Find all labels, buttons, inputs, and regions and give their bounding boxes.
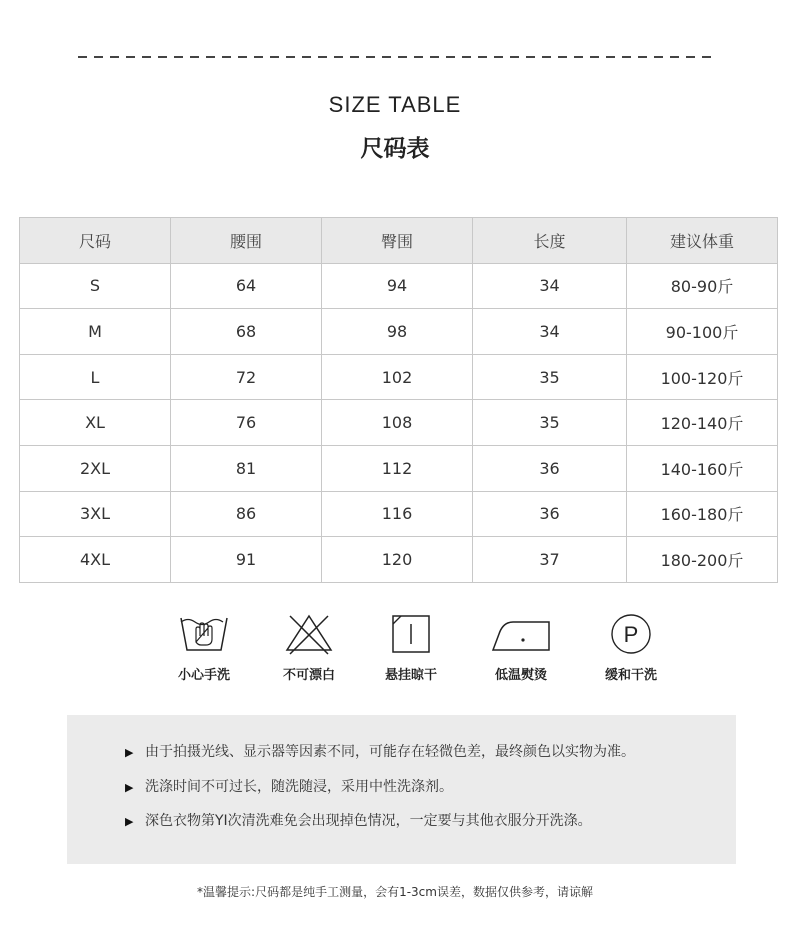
care-hang-dry [376, 612, 446, 683]
cell-weight: 100-120斤 [627, 354, 778, 400]
cell-hip: 98 [322, 309, 473, 355]
cell-length: 36 [473, 445, 627, 491]
cell-size: S [20, 263, 171, 309]
cell-size: M [20, 309, 171, 355]
cell-weight: 120-140斤 [627, 400, 778, 446]
cell-length: 35 [473, 354, 627, 400]
note-text: 洗涤时间不可过长，随洗随浸，采用中性洗涤剂。 [145, 779, 453, 795]
header-size: 尺码 [20, 218, 171, 264]
cell-weight: 160-180斤 [627, 491, 778, 537]
header-waist: 腰围 [171, 218, 322, 264]
table-header-row [20, 218, 778, 264]
cell-hip: 112 [322, 445, 473, 491]
care-hand-wash [169, 612, 239, 683]
cell-waist: 81 [171, 445, 322, 491]
cell-hip: 108 [322, 400, 473, 446]
cell-hip: 120 [322, 537, 473, 583]
care-no-bleach [274, 612, 344, 683]
cell-waist: 72 [171, 354, 322, 400]
cell-hip: 94 [322, 263, 473, 309]
care-label: 不可漂白 [282, 668, 335, 683]
table-row [20, 354, 778, 400]
cell-waist: 64 [171, 263, 322, 309]
care-low-iron [484, 612, 558, 683]
low-iron-icon [489, 612, 553, 656]
title-chinese: 尺码表 [360, 136, 430, 162]
table-row [20, 491, 778, 537]
cell-waist: 86 [171, 491, 322, 537]
cell-size: 4XL [20, 537, 171, 583]
table-row [20, 263, 778, 309]
size-table [19, 217, 778, 583]
notes-panel [67, 715, 736, 864]
care-label: 悬挂晾干 [384, 668, 437, 683]
footer-tip: *温馨提示:尺码都是纯手工测量，会有1-3cm误差，数据仅供参考，请谅解 [197, 885, 593, 899]
dashed-divider [78, 56, 714, 58]
hand-wash-icon [177, 612, 231, 656]
header-length: 长度 [473, 218, 627, 264]
title-english: SIZE TABLE [328, 92, 462, 117]
care-label: 低温熨烫 [494, 668, 547, 683]
table-row [20, 445, 778, 491]
header-hip: 臀围 [322, 218, 473, 264]
bullet-arrow-icon: ▶ [125, 781, 134, 794]
do-not-bleach-icon [282, 612, 336, 656]
cell-length: 34 [473, 263, 627, 309]
hang-dry-icon [384, 612, 438, 656]
table-row [20, 309, 778, 355]
note-text: 深色衣物第YI次清洗难免会出现掉色情况，一定要与其他衣服分开洗涤。 [145, 813, 592, 829]
cell-waist: 91 [171, 537, 322, 583]
cell-size: XL [20, 400, 171, 446]
cell-hip: 116 [322, 491, 473, 537]
note-item [125, 776, 453, 796]
bullet-arrow-icon: ▶ [125, 815, 134, 828]
cell-weight: 80-90斤 [627, 263, 778, 309]
care-dry-clean [596, 612, 666, 683]
cell-hip: 102 [322, 354, 473, 400]
dry-clean-p-icon [604, 612, 658, 656]
dry-clean-letter: P [623, 622, 639, 647]
table-row [20, 400, 778, 446]
cell-size: 2XL [20, 445, 171, 491]
cell-weight: 90-100斤 [627, 309, 778, 355]
cell-weight: 140-160斤 [627, 445, 778, 491]
cell-waist: 68 [171, 309, 322, 355]
note-text: 由于拍摄光线、显示器等因素不同，可能存在轻微色差，最终颜色以实物为准。 [145, 744, 635, 760]
bullet-arrow-icon: ▶ [125, 746, 134, 759]
care-label: 缓和干洗 [604, 668, 657, 683]
table-row [20, 537, 778, 583]
cell-waist: 76 [171, 400, 322, 446]
note-item [125, 810, 592, 830]
cell-length: 36 [473, 491, 627, 537]
care-label: 小心手洗 [177, 668, 230, 683]
cell-length: 35 [473, 400, 627, 446]
cell-length: 34 [473, 309, 627, 355]
cell-length: 37 [473, 537, 627, 583]
note-item [125, 741, 635, 761]
header-weight: 建议体重 [627, 218, 778, 264]
cell-size: L [20, 354, 171, 400]
cell-weight: 180-200斤 [627, 537, 778, 583]
cell-size: 3XL [20, 491, 171, 537]
